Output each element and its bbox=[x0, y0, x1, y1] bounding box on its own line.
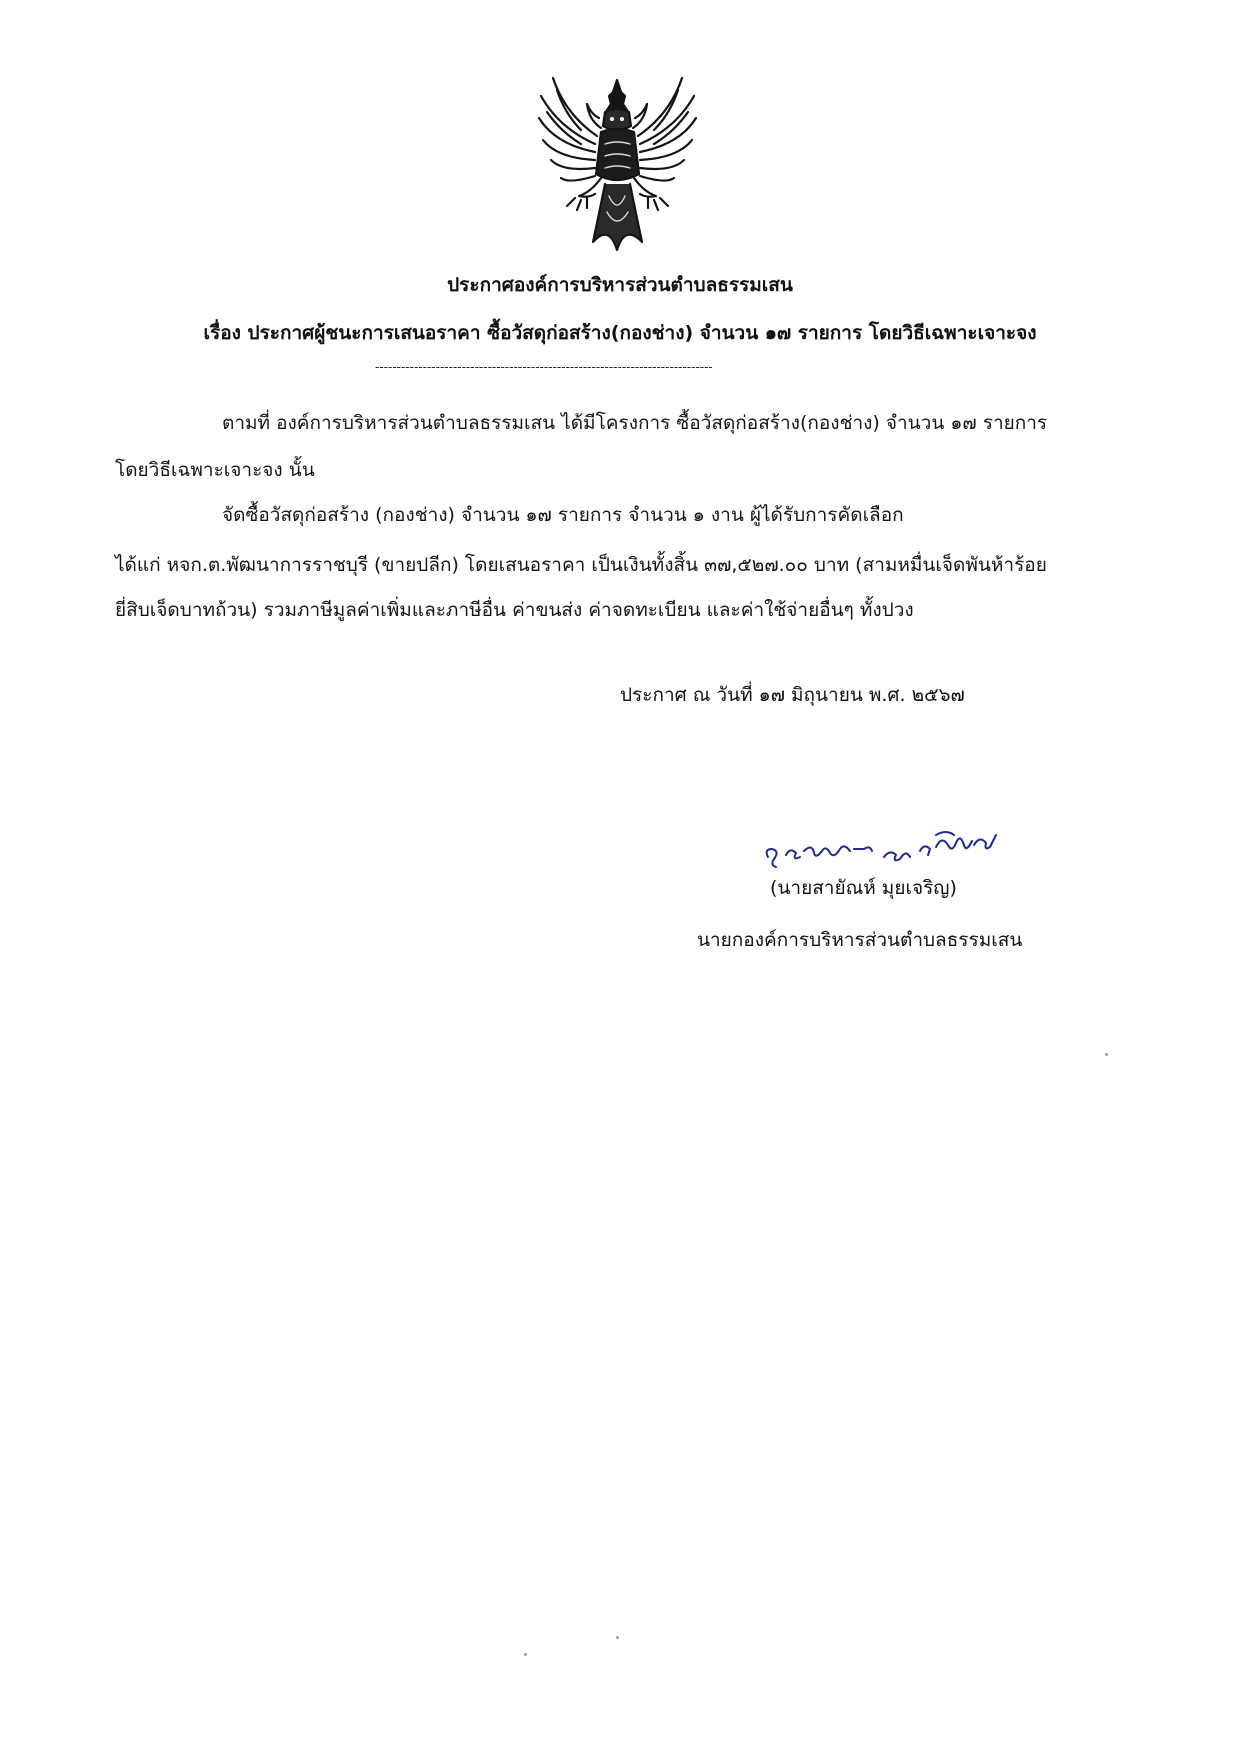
signer-name: (นายสายัณห์ มุยเจริญ) bbox=[770, 877, 957, 899]
garuda-emblem-icon bbox=[535, 74, 700, 254]
scan-speck bbox=[524, 1653, 527, 1656]
announcement-subject: เรื่อง ประกาศผู้ชนะการเสนอราคา ซื้อวัสดุก่อสร้าง(กองช่าง) จำนวน ๑๗ รายการ โดยวิธีเฉพาะเจาะจง bbox=[203, 322, 1037, 344]
body-paragraph-line: ยี่สิบเจ็ดบาทถ้วน) รวมภาษีมูลค่าเพิ่มและภาษีอื่น ค่าขนส่ง ค่าจดทะเบียน และค่าใช้จ่ายอื่นๆ ทั้งปวง bbox=[115, 599, 914, 621]
body-paragraph-line: ได้แก่ หจก.ต.พัฒนาการราชบุรี (ขายปลีก) โดยเสนอราคา เป็นเงินทั้งสิ้น ๓๗,๕๒๗.๐๐ บาท (สามหมื่นเจ็ดพันห้าร้อย bbox=[115, 554, 1047, 576]
body-paragraph-line: โดยวิธีเฉพาะเจาะจง นั้น bbox=[115, 459, 315, 481]
handwritten-signature-icon bbox=[760, 805, 1020, 875]
signer-title: นายกองค์การบริหารส่วนตำบลธรรมเสน bbox=[697, 929, 1023, 951]
scan-speck bbox=[1105, 1053, 1108, 1056]
announcement-title: ประกาศองค์การบริหารส่วนตำบลธรรมเสน bbox=[447, 274, 793, 296]
body-paragraph-line: จัดซื้อวัสดุก่อสร้าง (กองช่าง) จำนวน ๑๗ รายการ จำนวน ๑ งาน ผู้ได้รับการคัดเลือก bbox=[222, 504, 904, 526]
announcement-date: ประกาศ ณ วันที่ ๑๗ มิถุนายน พ.ศ. ๒๕๖๗ bbox=[620, 684, 965, 706]
title-divider: ------------------------------------------------------------------------------ bbox=[375, 362, 713, 372]
scan-speck bbox=[616, 1636, 619, 1639]
body-paragraph-line: ตามที่ องค์การบริหารส่วนตำบลธรรมเสน ได้มีโครงการ ซื้อวัสดุก่อสร้าง(กองช่าง) จำนวน ๑๗ รายการ bbox=[222, 412, 1048, 434]
